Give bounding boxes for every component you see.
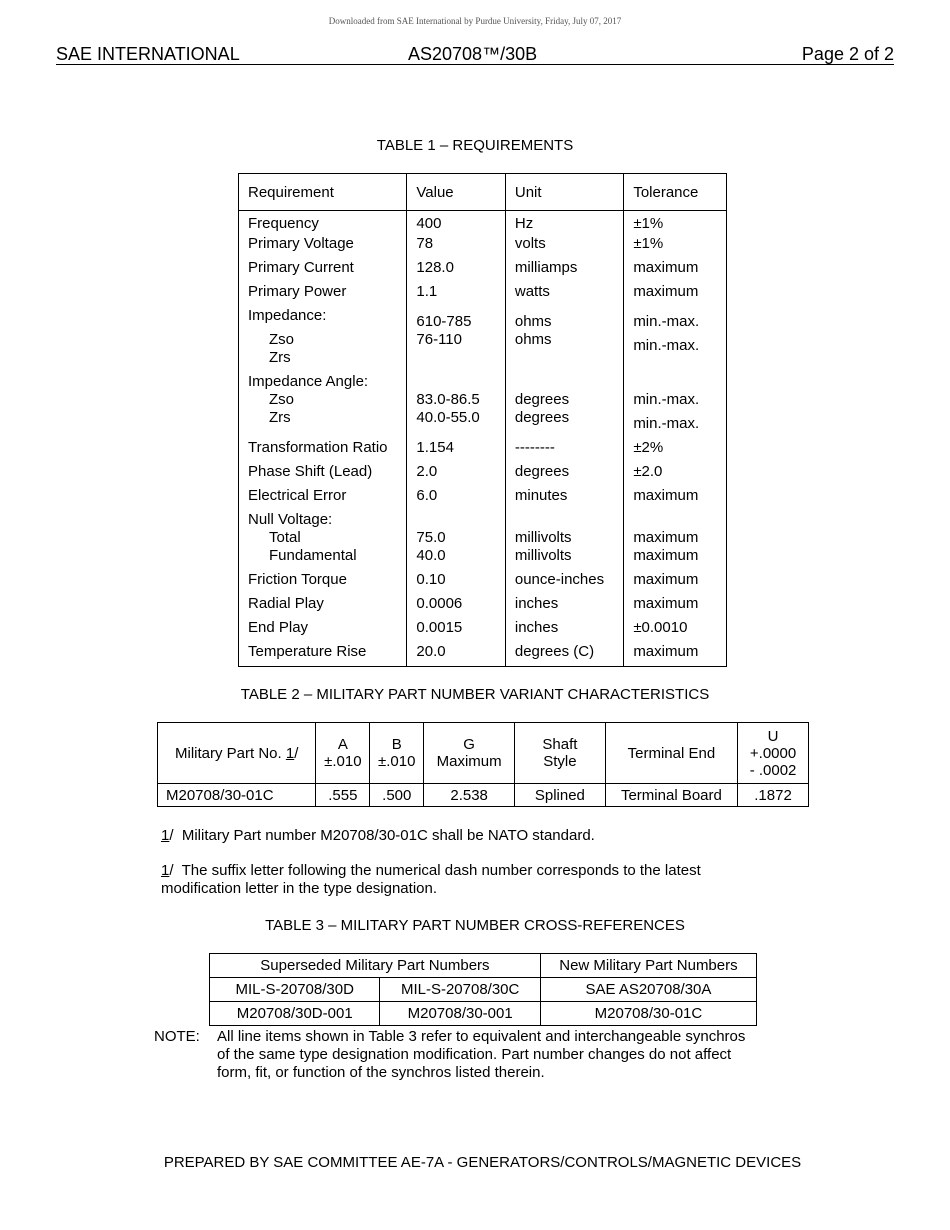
download-notice: Downloaded from SAE International by Purdue University, Friday, July 07, 2017 [328,16,622,26]
cell: Splined [515,784,606,807]
impedance-zso-label: Zso [269,330,295,348]
footnote-1-text: Military Part number M20708/30-01C shall be NATO standard. [181,827,595,844]
cell [239,307,407,373]
impedance-zso-unit: ohms [514,312,552,330]
header-g-label: G [463,736,475,753]
cell [624,307,727,373]
cell: 20.0 [407,643,505,667]
header-u-minus: - .0002 [749,761,797,779]
header-requirement: Requirement [239,174,407,211]
table-header-row [239,174,727,211]
page-footer: PREPARED BY SAE COMMITTEE AE-7A - GENERATORS/CONTROLS/MAGNETIC DEVICES [163,1154,802,1171]
cell: 0.0015 [407,619,505,643]
cell: ±1% [624,235,727,259]
table-row [239,643,727,667]
cell [407,511,505,571]
footnote-slash: / [169,862,174,879]
cell: M20708/30-001 [380,1002,540,1026]
table-row [239,373,727,439]
table-header-row [158,723,809,784]
impedance-zrs-label: Zrs [269,348,291,366]
header-b-tol: ±.010 [378,753,416,770]
table-row [239,463,727,487]
part-no-label: Military Part No. [175,744,282,762]
angle-zrs-unit: degrees [514,408,570,426]
header-u [738,723,809,784]
cell: Frequency [239,211,407,235]
null-total-value: 75.0 [416,528,446,546]
cell: Hz [505,211,623,235]
table-row [239,571,727,595]
header-g [424,723,515,784]
cell: .555 [316,784,370,807]
table1-caption: TABLE 1 – REQUIREMENTS [376,137,574,154]
header-a-tol: ±.010 [324,753,362,770]
header-org: SAE INTERNATIONAL [56,44,240,64]
table-header-row [210,954,757,978]
cell [407,307,505,373]
cell: watts [505,283,623,307]
cell: inches [505,595,623,619]
cell: 1.1 [407,283,505,307]
cell: maximum [624,259,727,283]
cell: 2.538 [424,784,515,807]
cell [624,511,727,571]
impedance-label: Impedance: [248,306,327,324]
cell: -------- [505,439,623,463]
cell: .1872 [738,784,809,807]
note-text [217,1028,777,1082]
cell: Primary Voltage [239,235,407,259]
cell [505,511,623,571]
cell: maximum [624,571,727,595]
cell: ±0.0010 [624,619,727,643]
header-tolerance: Tolerance [624,174,727,211]
cell: inches [505,619,623,643]
header-style-label: Style [543,753,577,770]
cell: ±1% [624,211,727,235]
header-u-label: U [767,727,779,745]
angle-label: Impedance Angle: [248,372,369,390]
cell: .500 [370,784,424,807]
header-doc-number: AS20708™/30B [408,44,538,64]
footnote-slash: / [294,744,299,762]
cell: Phase Shift (Lead) [239,463,407,487]
cell: minutes [505,487,623,511]
null-fundamental-label: Fundamental [269,546,357,564]
table-row [239,307,727,373]
impedance-zrs-unit: ohms [514,330,552,348]
header-value: Value [407,174,505,211]
impedance-zso-tolerance: min.-max. [633,312,700,330]
page-header [56,44,894,65]
table-row [158,784,809,807]
note-line-2: of the same type designation modification. Part number changes do not affect [217,1046,732,1063]
cell [505,373,623,439]
cell: End Play [239,619,407,643]
angle-zso-unit: degrees [514,390,570,408]
table-row [210,978,757,1002]
cell: Radial Play [239,595,407,619]
table-row [239,487,727,511]
cell [407,373,505,439]
footnote-slash: / [169,827,174,844]
footnote-ref: 1 [161,827,170,844]
cell: Transformation Ratio [239,439,407,463]
header-b [370,723,424,784]
table-row [210,1002,757,1026]
footnote-ref: 1 [161,862,170,879]
footnote-ref: 1 [285,744,295,762]
impedance-zrs-value: 76-110 [416,330,462,348]
header-shaft-label: Shaft [542,736,578,753]
cell: ±2% [624,439,727,463]
cell [624,373,727,439]
cell: 400 [407,211,505,235]
cell [239,373,407,439]
cell: maximum [624,283,727,307]
cell: milliamps [505,259,623,283]
table-row [239,283,727,307]
null-total-tolerance: maximum [633,528,699,546]
angle-zrs-value: 40.0-55.0 [416,408,480,426]
cell: maximum [624,487,727,511]
table-row [239,619,727,643]
header-u-plus: +.0000 [749,744,797,762]
cell: Primary Current [239,259,407,283]
header-unit: Unit [505,174,623,211]
null-voltage-label: Null Voltage: [248,510,333,528]
angle-zrs-tolerance: min.-max. [633,414,700,432]
null-fundamental-unit: millivolts [514,546,572,564]
null-fundamental-value: 40.0 [416,546,446,564]
cell: 1.154 [407,439,505,463]
note-line-1: All line items shown in Table 3 refer to equivalent and interchangeable synchros [217,1028,746,1045]
cell: ounce-inches [505,571,623,595]
note-line-3: form, fit, or function of the synchros listed therein. [217,1064,545,1081]
table2-caption: TABLE 2 – MILITARY PART NUMBER VARIANT CHARACTERISTICS [240,686,710,703]
cell: M20708/30D-001 [210,1002,380,1026]
null-total-label: Total [269,528,301,546]
cell: maximum [624,643,727,667]
cell: maximum [624,595,727,619]
impedance-zrs-tolerance: min.-max. [633,336,700,354]
cell: 2.0 [407,463,505,487]
header-superseded: Superseded Military Part Numbers [210,954,541,978]
variant-characteristics-table [157,722,809,807]
cell [505,307,623,373]
cell: 6.0 [407,487,505,511]
cell: 128.0 [407,259,505,283]
table3-caption: TABLE 3 – MILITARY PART NUMBER CROSS-REFERENCES [265,917,685,934]
header-new: New Military Part Numbers [540,954,756,978]
cell: Friction Torque [239,571,407,595]
cell: Terminal Board [605,784,737,807]
table-row [239,259,727,283]
null-fundamental-tolerance: maximum [633,546,699,564]
footnote-2 [161,862,761,898]
footnote-2-line1: The suffix letter following the numerical dash number corresponds to the latest [181,862,701,879]
cell: volts [505,235,623,259]
cell: degrees [505,463,623,487]
null-total-unit: millivolts [514,528,572,546]
header-terminal-end: Terminal End [605,723,737,784]
cell: M20708/30-01C [158,784,316,807]
angle-zso-value: 83.0-86.5 [416,390,480,408]
requirements-table [238,173,727,667]
header-page-number: Page 2 of 2 [801,44,894,64]
cell: SAE AS20708/30A [540,978,756,1002]
table-row [239,439,727,463]
header-shaft-style [515,723,606,784]
angle-zso-tolerance: min.-max. [633,390,700,408]
table-row [239,595,727,619]
cell: 0.0006 [407,595,505,619]
footnote-2-line2: modification letter in the type designation. [161,880,437,897]
header-g-tol: Maximum [436,753,502,770]
cell: MIL-S-20708/30D [210,978,380,1002]
cell: ±2.0 [624,463,727,487]
cell [239,511,407,571]
table-row [239,511,727,571]
cell: degrees (C) [505,643,623,667]
header-part-no [158,723,316,784]
header-b-label: B [391,736,402,753]
footnote-1 [161,827,761,845]
impedance-zso-value: 610-785 [416,312,472,330]
table-row [239,235,727,259]
note-label: NOTE: [154,1028,200,1045]
cell: M20708/30-01C [540,1002,756,1026]
cell: MIL-S-20708/30C [380,978,540,1002]
cell: Temperature Rise [239,643,407,667]
cell: Electrical Error [239,487,407,511]
cross-reference-table [209,953,757,1026]
angle-zrs-label: Zrs [269,408,291,426]
angle-zso-label: Zso [269,390,295,408]
cell: 0.10 [407,571,505,595]
header-a [316,723,370,784]
cell: 78 [407,235,505,259]
cell: Primary Power [239,283,407,307]
table-row [239,211,727,235]
header-a-label: A [337,736,348,753]
